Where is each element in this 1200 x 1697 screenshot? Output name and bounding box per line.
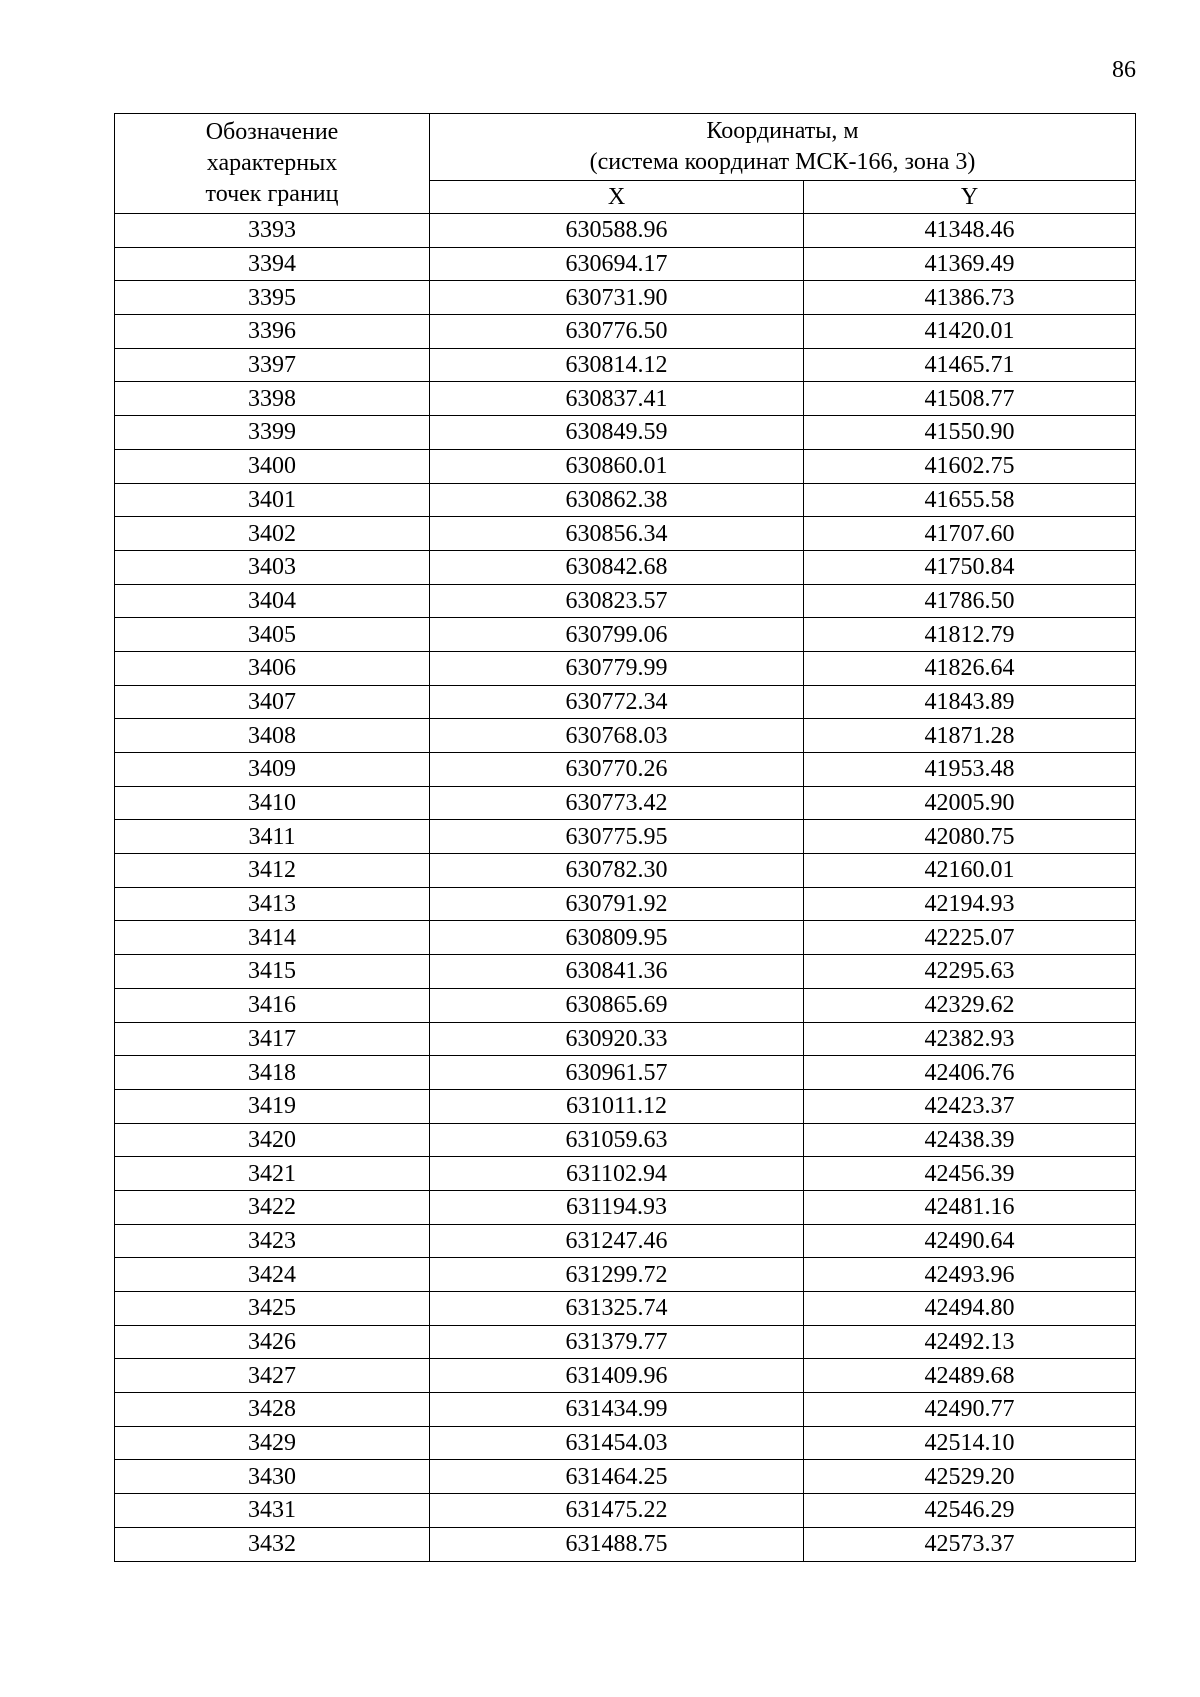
point-cell: 3415	[115, 955, 430, 989]
point-cell: 3425	[115, 1292, 430, 1326]
x-cell: 630920.33	[430, 1022, 804, 1056]
point-cell: 3399	[115, 416, 430, 450]
x-cell: 631247.46	[430, 1224, 804, 1258]
x-cell: 631299.72	[430, 1258, 804, 1292]
header-coordinates-title-line: Координаты, м	[706, 118, 859, 144]
x-cell: 630860.01	[430, 449, 804, 483]
point-cell: 3414	[115, 921, 430, 955]
header-coordinates-system-line: (система координат МСК-166, зона 3)	[589, 149, 976, 175]
point-cell: 3419	[115, 1089, 430, 1123]
point-cell: 3418	[115, 1056, 430, 1090]
coordinates-table	[114, 113, 1136, 1562]
point-cell: 3411	[115, 820, 430, 854]
y-cell: 42456.39	[804, 1157, 1136, 1191]
y-cell: 41655.58	[804, 483, 1136, 517]
x-cell: 630768.03	[430, 719, 804, 753]
x-cell: 631059.63	[430, 1123, 804, 1157]
x-cell: 631464.25	[430, 1460, 804, 1494]
x-cell: 630865.69	[430, 988, 804, 1022]
point-cell: 3396	[115, 315, 430, 349]
table-row	[115, 1494, 1136, 1528]
point-cell: 3432	[115, 1527, 430, 1561]
point-cell: 3426	[115, 1325, 430, 1359]
x-cell: 630799.06	[430, 618, 804, 652]
point-cell: 3393	[115, 214, 430, 248]
point-cell: 3409	[115, 753, 430, 787]
header-point-label-line: характерных	[206, 150, 338, 176]
table-row	[115, 786, 1136, 820]
x-cell: 630961.57	[430, 1056, 804, 1090]
x-cell: 631325.74	[430, 1292, 804, 1326]
point-cell: 3413	[115, 887, 430, 921]
table-row	[115, 483, 1136, 517]
x-cell: 631102.94	[430, 1157, 804, 1191]
table-row	[115, 247, 1136, 281]
y-cell: 41871.28	[804, 719, 1136, 753]
table-row	[115, 1426, 1136, 1460]
table-row	[115, 651, 1136, 685]
table-row	[115, 214, 1136, 248]
x-cell: 631194.93	[430, 1190, 804, 1224]
x-cell: 630842.68	[430, 550, 804, 584]
y-cell: 42005.90	[804, 786, 1136, 820]
y-cell: 41843.89	[804, 685, 1136, 719]
point-cell: 3420	[115, 1123, 430, 1157]
x-cell: 630731.90	[430, 281, 804, 315]
y-cell: 41750.84	[804, 550, 1136, 584]
y-cell: 42492.13	[804, 1325, 1136, 1359]
point-cell: 3428	[115, 1393, 430, 1427]
y-cell: 42490.77	[804, 1393, 1136, 1427]
point-cell: 3417	[115, 1022, 430, 1056]
point-cell: 3412	[115, 854, 430, 888]
point-cell: 3430	[115, 1460, 430, 1494]
point-cell: 3404	[115, 584, 430, 618]
x-cell: 630849.59	[430, 416, 804, 450]
table-row	[115, 1089, 1136, 1123]
table-row	[115, 517, 1136, 551]
x-cell: 630776.50	[430, 315, 804, 349]
point-cell: 3427	[115, 1359, 430, 1393]
x-cell: 630694.17	[430, 247, 804, 281]
table-row	[115, 1460, 1136, 1494]
table-row	[115, 955, 1136, 989]
x-cell: 631379.77	[430, 1325, 804, 1359]
header-coordinates-title	[430, 114, 1136, 181]
table-row	[115, 382, 1136, 416]
y-cell: 41508.77	[804, 382, 1136, 416]
table-row	[115, 1359, 1136, 1393]
point-cell: 3395	[115, 281, 430, 315]
x-cell: 631454.03	[430, 1426, 804, 1460]
table-row	[115, 315, 1136, 349]
y-cell: 42160.01	[804, 854, 1136, 888]
point-cell: 3421	[115, 1157, 430, 1191]
y-cell: 41826.64	[804, 651, 1136, 685]
point-cell: 3408	[115, 719, 430, 753]
table-row	[115, 1123, 1136, 1157]
point-cell: 3402	[115, 517, 430, 551]
table-row	[115, 618, 1136, 652]
y-cell: 42494.80	[804, 1292, 1136, 1326]
table-row	[115, 1292, 1136, 1326]
x-cell: 630814.12	[430, 348, 804, 382]
y-cell: 41420.01	[804, 315, 1136, 349]
point-cell: 3424	[115, 1258, 430, 1292]
y-cell: 42546.29	[804, 1494, 1136, 1528]
y-cell: 42490.64	[804, 1224, 1136, 1258]
point-cell: 3394	[115, 247, 430, 281]
table-row	[115, 685, 1136, 719]
y-cell: 42481.16	[804, 1190, 1136, 1224]
x-cell: 630782.30	[430, 854, 804, 888]
point-cell: 3431	[115, 1494, 430, 1528]
table-row	[115, 887, 1136, 921]
x-cell: 630779.99	[430, 651, 804, 685]
header-row-top	[115, 114, 1136, 181]
table-row	[115, 1190, 1136, 1224]
point-cell: 3422	[115, 1190, 430, 1224]
y-cell: 42493.96	[804, 1258, 1136, 1292]
y-cell: 42382.93	[804, 1022, 1136, 1056]
x-cell: 630841.36	[430, 955, 804, 989]
y-cell: 41348.46	[804, 214, 1136, 248]
point-cell: 3400	[115, 449, 430, 483]
point-cell: 3398	[115, 382, 430, 416]
x-cell: 630856.34	[430, 517, 804, 551]
x-cell: 630862.38	[430, 483, 804, 517]
table-row	[115, 550, 1136, 584]
x-cell: 630837.41	[430, 382, 804, 416]
table-row	[115, 719, 1136, 753]
y-cell: 41786.50	[804, 584, 1136, 618]
y-cell: 42225.07	[804, 921, 1136, 955]
y-cell: 41707.60	[804, 517, 1136, 551]
x-cell: 631475.22	[430, 1494, 804, 1528]
point-cell: 3407	[115, 685, 430, 719]
x-cell: 630773.42	[430, 786, 804, 820]
x-cell: 630809.95	[430, 921, 804, 955]
header-point-label-line: точек границ	[205, 181, 339, 207]
header-col-y: Y	[804, 181, 1136, 214]
point-cell: 3405	[115, 618, 430, 652]
point-cell: 3429	[115, 1426, 430, 1460]
header-col-x: X	[430, 181, 804, 214]
table-row	[115, 416, 1136, 450]
y-cell: 41812.79	[804, 618, 1136, 652]
table-row	[115, 1022, 1136, 1056]
point-cell: 3401	[115, 483, 430, 517]
x-cell: 631011.12	[430, 1089, 804, 1123]
y-cell: 42423.37	[804, 1089, 1136, 1123]
x-cell: 630775.95	[430, 820, 804, 854]
table-row	[115, 1258, 1136, 1292]
point-cell: 3410	[115, 786, 430, 820]
table-row	[115, 1056, 1136, 1090]
y-cell: 42573.37	[804, 1527, 1136, 1561]
y-cell: 41953.48	[804, 753, 1136, 787]
header-point-label	[115, 114, 430, 214]
table-row	[115, 753, 1136, 787]
table-row	[115, 854, 1136, 888]
y-cell: 42489.68	[804, 1359, 1136, 1393]
x-cell: 630588.96	[430, 214, 804, 248]
table-row	[115, 1393, 1136, 1427]
page-number: 86	[1112, 57, 1136, 83]
table-row	[115, 449, 1136, 483]
point-cell: 3403	[115, 550, 430, 584]
x-cell: 631488.75	[430, 1527, 804, 1561]
y-cell: 42295.63	[804, 955, 1136, 989]
table-header	[115, 114, 1136, 214]
y-cell: 42080.75	[804, 820, 1136, 854]
table-row	[115, 921, 1136, 955]
point-cell: 3423	[115, 1224, 430, 1258]
x-cell: 630770.26	[430, 753, 804, 787]
x-cell: 631434.99	[430, 1393, 804, 1427]
y-cell: 41369.49	[804, 247, 1136, 281]
table-body	[115, 214, 1136, 1562]
point-cell: 3397	[115, 348, 430, 382]
y-cell: 41550.90	[804, 416, 1136, 450]
x-cell: 631409.96	[430, 1359, 804, 1393]
y-cell: 42514.10	[804, 1426, 1136, 1460]
y-cell: 42329.62	[804, 988, 1136, 1022]
x-cell: 630791.92	[430, 887, 804, 921]
table-row	[115, 584, 1136, 618]
x-cell: 630772.34	[430, 685, 804, 719]
y-cell: 42529.20	[804, 1460, 1136, 1494]
table-row	[115, 820, 1136, 854]
table-row	[115, 1157, 1136, 1191]
y-cell: 41602.75	[804, 449, 1136, 483]
y-cell: 41386.73	[804, 281, 1136, 315]
table-row	[115, 348, 1136, 382]
table-row	[115, 281, 1136, 315]
header-point-label-line: Обозначение	[205, 119, 339, 145]
y-cell: 42406.76	[804, 1056, 1136, 1090]
y-cell: 41465.71	[804, 348, 1136, 382]
table-row	[115, 1224, 1136, 1258]
y-cell: 42194.93	[804, 887, 1136, 921]
table-row	[115, 1325, 1136, 1359]
table-row	[115, 988, 1136, 1022]
y-cell: 42438.39	[804, 1123, 1136, 1157]
table-row	[115, 1527, 1136, 1561]
point-cell: 3406	[115, 651, 430, 685]
point-cell: 3416	[115, 988, 430, 1022]
x-cell: 630823.57	[430, 584, 804, 618]
